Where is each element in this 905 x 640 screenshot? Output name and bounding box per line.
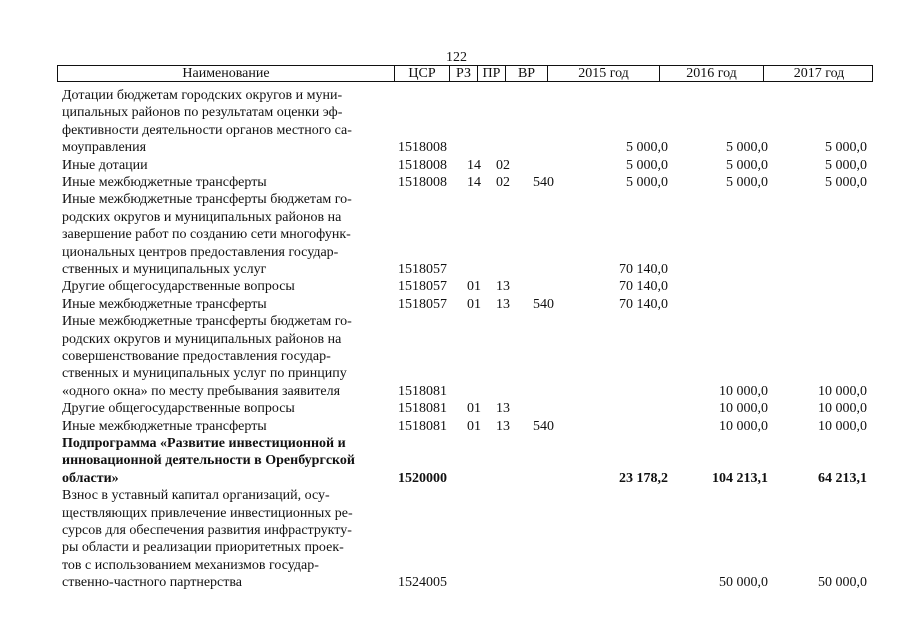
- row-value-2017: 10 000,0: [818, 383, 867, 399]
- row-name: [62, 435, 382, 487]
- table-row: [0, 418, 905, 435]
- row-name-line: инновационной деятельности в Оренбургской: [62, 453, 355, 469]
- row-rz: 14: [467, 157, 481, 173]
- row-rz: 01: [467, 418, 481, 434]
- header-vr: ВР: [506, 66, 548, 81]
- row-csr: 1518008: [398, 157, 447, 173]
- row-name-line: Иные межбюджетные трансферты бюджетам го-: [62, 314, 352, 330]
- row-value-2015: 70 140,0: [619, 279, 668, 295]
- table-row: [0, 313, 905, 400]
- row-value-2016: 5 000,0: [726, 157, 768, 173]
- row-csr: 1524005: [398, 575, 447, 591]
- row-csr: 1518008: [398, 175, 447, 190]
- row-pr: 13: [496, 296, 510, 312]
- header-rz: РЗ: [450, 66, 478, 81]
- row-name-line: совершенствование предоставления государ-: [62, 349, 331, 364]
- row-value-2017: 64 213,1: [818, 470, 867, 486]
- row-value-2017: 5 000,0: [825, 140, 867, 156]
- row-name-line: ры области и реализации приоритетных проек-: [62, 540, 344, 556]
- row-value-2017: 50 000,0: [818, 575, 867, 591]
- row-csr: 1520000: [398, 470, 447, 486]
- row-name-line: циональных центров предоставления государ-: [62, 244, 339, 260]
- row-csr: 1518081: [398, 383, 447, 399]
- table-row: [0, 400, 905, 417]
- row-name-line: Иные межбюджетные трансферты: [62, 296, 267, 312]
- row-pr: 13: [496, 401, 510, 417]
- row-value-2015: 5 000,0: [626, 157, 668, 173]
- row-vr: 540: [533, 418, 554, 434]
- row-value-2016: 10 000,0: [719, 383, 768, 399]
- row-csr: 1518008: [398, 140, 447, 156]
- row-csr: 1518081: [398, 401, 447, 417]
- row-name-line: Подпрограмма «Развитие инвестиционной и: [62, 436, 346, 451]
- row-name-line: завершение работ по созданию сети многофунк-: [62, 227, 351, 243]
- row-rz: 14: [467, 175, 481, 190]
- row-value-2017: 10 000,0: [818, 401, 867, 417]
- row-name: [62, 157, 382, 174]
- row-value-2016: 10 000,0: [719, 401, 768, 417]
- row-name-line: сурсов для обеспечения развития инфраструкту-: [62, 523, 352, 538]
- row-name-line: фективности деятельности органов местного са-: [62, 122, 352, 138]
- row-value-2017: 10 000,0: [818, 418, 867, 434]
- row-vr: 540: [533, 175, 554, 190]
- row-value-2015: 23 178,2: [619, 470, 668, 486]
- row-pr: 02: [496, 175, 510, 190]
- row-name: [62, 296, 382, 313]
- row-value-2015: 70 140,0: [619, 261, 668, 277]
- table-row: [0, 296, 905, 313]
- row-value-2016: 10 000,0: [719, 418, 768, 434]
- row-pr: 02: [496, 157, 510, 173]
- row-name-line: Иные межбюджетные трансферты: [62, 418, 267, 434]
- row-name-line: родских округов и муниципальных районов на: [62, 209, 342, 225]
- row-rz: 01: [467, 401, 481, 417]
- row-name-line: Другие общегосударственные вопросы: [62, 401, 295, 417]
- page-number: 122: [446, 50, 467, 65]
- row-value-2015: 5 000,0: [626, 140, 668, 156]
- row-name: [62, 418, 382, 435]
- header-2016: 2016 год: [660, 66, 764, 81]
- row-name-line: Иные межбюджетные трансферты: [62, 175, 267, 190]
- row-rz: 01: [467, 279, 481, 295]
- header-pr: ПР: [478, 66, 506, 81]
- row-name: [62, 400, 382, 417]
- row-value-2016: 5 000,0: [726, 140, 768, 156]
- row-name-line: Иные дотации: [62, 157, 148, 173]
- row-value-2016: 104 213,1: [712, 470, 768, 486]
- row-value-2015: 70 140,0: [619, 296, 668, 312]
- row-pr: 13: [496, 279, 510, 295]
- row-pr: 13: [496, 418, 510, 434]
- row-name: [62, 278, 382, 295]
- row-name-line: ственных и муниципальных услуг по принципу: [62, 366, 347, 382]
- row-value-2015: 5 000,0: [626, 175, 668, 190]
- header-csr: ЦСР: [395, 66, 450, 81]
- row-rz: 01: [467, 296, 481, 312]
- row-name-line: области»: [62, 470, 119, 486]
- table-row: [0, 487, 905, 591]
- row-csr: 1518057: [398, 279, 447, 295]
- row-name: [62, 191, 382, 278]
- header-2015: 2015 год: [548, 66, 660, 81]
- row-value-2016: 50 000,0: [719, 575, 768, 591]
- row-name: [62, 87, 382, 157]
- row-value-2017: 5 000,0: [825, 157, 867, 173]
- table-row: [0, 191, 905, 278]
- row-vr: 540: [533, 296, 554, 312]
- row-name-line: ственно-частного партнерства: [62, 575, 243, 591]
- header-name: Наименование: [58, 66, 395, 81]
- table-row: [0, 87, 905, 157]
- row-name: [62, 174, 382, 191]
- row-csr: 1518057: [398, 261, 447, 277]
- row-value-2016: 5 000,0: [726, 175, 768, 190]
- row-name-line: тов с использованием механизмов государ-: [62, 557, 319, 573]
- row-name-line: ципальных районов по результатам оценки эф-: [62, 105, 343, 121]
- table-row: [0, 174, 905, 191]
- row-csr: 1518057: [398, 296, 447, 312]
- table-row: [0, 278, 905, 295]
- row-name-line: моуправления: [62, 140, 147, 156]
- row-name-line: ществляющих привлечение инвестиционных ре-: [62, 505, 353, 521]
- row-name-line: «одного окна» по месту пребывания заявителя: [62, 383, 341, 399]
- row-name-line: Иные межбюджетные трансферты бюджетам го-: [62, 192, 352, 208]
- table-row: [0, 435, 905, 487]
- row-name: [62, 313, 382, 400]
- row-name-line: ственных и муниципальных услуг: [62, 262, 267, 278]
- row-value-2017: 5 000,0: [825, 175, 867, 190]
- row-name-line: Дотации бюджетам городских округов и муни-: [62, 88, 343, 103]
- row-name: [62, 487, 382, 591]
- header-2017: 2017 год: [793, 66, 845, 81]
- table-row: [0, 157, 905, 174]
- row-name-line: Другие общегосударственные вопросы: [62, 279, 295, 295]
- row-name-line: родских округов и муниципальных районов на: [62, 331, 342, 347]
- table-header: [57, 65, 873, 82]
- row-csr: 1518081: [398, 418, 447, 434]
- row-name-line: Взнос в уставный капитал организаций, осу-: [62, 488, 330, 504]
